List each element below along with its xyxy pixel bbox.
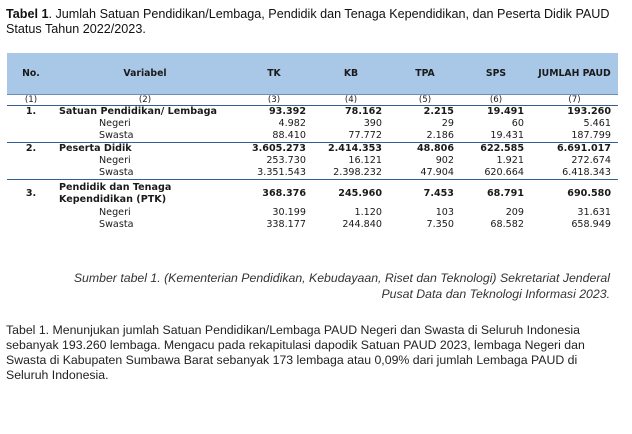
cell-sps: 60 <box>511 118 524 129</box>
cell-tk: 93.392 <box>268 106 306 117</box>
row-number <box>7 118 55 130</box>
table-row <box>7 155 618 167</box>
cell-tpa: 29 <box>441 118 454 129</box>
col-number: (2) <box>55 95 235 106</box>
cell-kb: 1.120 <box>354 207 382 218</box>
header-kb: KB <box>313 53 389 95</box>
col-number: (7) <box>531 95 618 106</box>
cell-total: 5.461 <box>583 118 611 129</box>
cell-total: 658.949 <box>571 219 611 230</box>
cell-tpa: 7.350 <box>426 219 454 230</box>
cell-tk: 3.351.543 <box>235 167 313 180</box>
cell-tk: 338.177 <box>266 219 306 230</box>
row-number: 2. <box>25 143 37 154</box>
paud-table <box>7 53 618 231</box>
col-number: (6) <box>461 95 531 106</box>
cell-tk: 88.410 <box>235 130 313 143</box>
cell-tpa: 103 <box>435 207 454 218</box>
row-number <box>7 207 55 219</box>
table-row <box>7 118 618 130</box>
header-sps: SPS <box>461 53 531 95</box>
row-label: Swasta <box>55 167 235 180</box>
table-body <box>7 95 618 232</box>
header-tk: TK <box>235 53 313 95</box>
table-source: Sumber tabel 1. (Kementerian Pendidikan, Kebudayaan, Riset dan Teknologi) Sekretariat Jenderal Pusat Data dan Teknologi Informasi 2023. <box>73 271 610 301</box>
cell-sps: 19.431 <box>461 130 531 143</box>
cell-kb: 244.840 <box>342 219 382 230</box>
cell-total: 6.691.017 <box>556 143 611 154</box>
header-jumlah-paud: JUMLAH PAUD <box>531 53 618 95</box>
row-label: Satuan Pendidikan/ Lembaga <box>59 106 217 117</box>
table-row <box>7 130 618 143</box>
row-label: Swasta <box>55 130 235 143</box>
cell-total: 690.580 <box>567 187 611 199</box>
cell-total: 31.631 <box>577 207 611 218</box>
cell-tpa: 7.453 <box>423 187 454 199</box>
caption-label: Tabel 1 <box>6 7 49 21</box>
cell-tpa: 2.186 <box>389 130 461 143</box>
col-number: (5) <box>389 95 461 106</box>
cell-tpa: 902 <box>435 155 454 166</box>
cell-sps: 19.491 <box>486 106 524 117</box>
table-row <box>7 207 618 219</box>
row-label: Negeri <box>99 118 131 129</box>
cell-kb: 245.960 <box>338 187 382 199</box>
cell-sps: 68.791 <box>486 187 524 199</box>
table-caption <box>6 7 621 37</box>
col-number: (3) <box>235 95 313 106</box>
col-number: (1) <box>7 95 55 106</box>
table-row <box>7 180 618 208</box>
cell-tk: 253.730 <box>266 155 306 166</box>
cell-sps: 1.921 <box>496 155 524 166</box>
col-number: (4) <box>313 95 389 106</box>
cell-total: 6.418.343 <box>531 167 618 180</box>
row-label: Swasta <box>99 219 134 230</box>
cell-sps: 68.582 <box>490 219 524 230</box>
row-label: Peserta Didik <box>59 143 132 154</box>
cell-tk: 368.376 <box>262 187 306 199</box>
cell-tk: 3.605.273 <box>251 143 306 154</box>
row-number <box>7 155 55 167</box>
column-number-row <box>7 95 618 106</box>
cell-sps: 622.585 <box>480 143 524 154</box>
data-table-container <box>7 53 618 231</box>
row-number: 3. <box>25 187 37 199</box>
header-no: No. <box>7 53 55 95</box>
row-number <box>7 167 55 180</box>
cell-sps: 620.664 <box>461 167 531 180</box>
cell-kb: 78.162 <box>344 106 382 117</box>
table-row <box>7 106 618 119</box>
row-label: Negeri <box>99 207 131 218</box>
row-number <box>7 130 55 143</box>
table-row <box>7 143 618 156</box>
header-tpa: TPA <box>389 53 461 95</box>
cell-kb: 2.414.353 <box>327 143 382 154</box>
cell-kb: 2.398.232 <box>313 167 389 180</box>
body-paragraph: Tabel 1. Menunjukan jumlah Satuan Pendidikan/Lembaga PAUD Negeri dan Swasta di Seluruh Indonesia sebanyak 193.260 lembaga. Mengacu pada rekapitulasi dapodik Satuan PAUD 2023, lembaga Negeri dan Swasta di Kabupaten Sumbawa Barat sebanyak 173 lembaga atau 0,09% dari jumlah Lembaga PAUD di Seluruh Indonesia. <box>6 323 585 382</box>
cell-tpa: 47.904 <box>389 167 461 180</box>
table-row <box>7 219 618 231</box>
cell-tpa: 2.215 <box>423 106 454 117</box>
caption-text: . Jumlah Satuan Pendidikan/Lembaga, Pendidik dan Tenaga Kependidikan, dan Peserta Didik PAUD Status Tahun 2022/2023. <box>6 7 610 36</box>
row-number <box>7 219 55 231</box>
cell-kb: 16.121 <box>348 155 382 166</box>
cell-kb: 77.772 <box>313 130 389 143</box>
cell-tk: 4.982 <box>278 118 306 129</box>
cell-tpa: 48.806 <box>416 143 454 154</box>
cell-total: 187.799 <box>531 130 618 143</box>
cell-total: 272.674 <box>571 155 611 166</box>
header-row <box>7 53 618 95</box>
cell-kb: 390 <box>363 118 382 129</box>
cell-total: 193.260 <box>567 106 611 117</box>
table-row <box>7 167 618 180</box>
cell-tk: 30.199 <box>272 207 306 218</box>
row-label: Negeri <box>99 155 131 166</box>
row-number: 1. <box>25 106 37 117</box>
header-variabel: Variabel <box>55 53 235 95</box>
row-label: Pendidik dan Tenaga Kependidikan (PTK) <box>59 181 172 205</box>
cell-sps: 209 <box>505 207 524 218</box>
